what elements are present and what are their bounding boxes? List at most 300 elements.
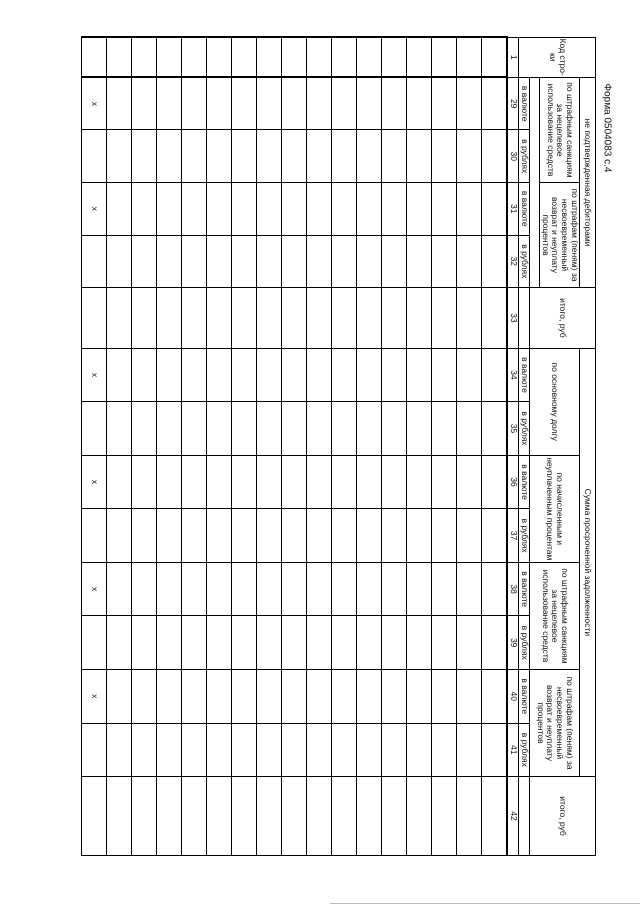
table-cell [182,37,207,77]
table-cell [132,235,157,288]
table-cell [132,348,157,402]
column-number: 38 [507,562,518,616]
table-cell [182,723,207,777]
table-cell [107,37,132,77]
table-cell [282,669,307,723]
table-row [157,37,182,856]
table-cell [332,288,357,349]
table-cell [232,669,257,723]
table-cell [257,130,282,183]
table-cell [282,777,307,856]
table-cell [282,288,307,349]
table-cell [307,77,332,130]
table-cell [107,669,132,723]
table-cell [157,235,182,288]
table-cell [307,402,332,456]
column-number: 1 [507,37,518,77]
table-cell [82,616,107,670]
table-cell [457,723,482,777]
table-row [432,37,457,856]
table-cell [157,509,182,563]
table-cell [282,37,307,77]
total-rub-header-33: итого, руб [529,288,595,349]
table-row [382,37,407,856]
debt-table [81,36,596,856]
table-cell [407,77,432,130]
column-number: 42 [507,777,518,856]
table-cell [207,777,232,856]
table-cell [357,455,382,509]
table-cell [407,562,432,616]
table-cell [257,777,282,856]
table-cell [282,723,307,777]
table-cell [432,509,457,563]
table-cell [107,402,132,456]
column-number: 37 [507,509,518,563]
table-cell [182,669,207,723]
table-cell [207,616,232,670]
table-cell [407,182,432,235]
table-cell [482,402,508,456]
table-cell [482,616,508,670]
table-cell [257,288,282,349]
x-mark-29: x [82,77,107,130]
table-cell [132,182,157,235]
table-cell [332,348,357,402]
table-cell [382,77,407,130]
table-row [82,37,107,856]
table-cell [257,616,282,670]
table-cell [382,777,407,856]
table-cell [457,562,482,616]
x-mark-34: x [82,348,107,402]
table-cell [357,509,382,563]
table-cell [457,402,482,456]
table-cell [207,288,232,349]
table-cell [207,669,232,723]
table-cell [457,777,482,856]
table-cell [432,455,457,509]
table-cell [182,777,207,856]
table-cell [382,562,407,616]
table-cell [382,723,407,777]
table-cell [207,348,232,402]
table-cell [132,402,157,456]
table-cell [407,723,432,777]
table-cell [482,455,508,509]
table-cell [232,616,257,670]
table-cell [432,562,457,616]
table-cell [332,77,357,130]
table-cell [482,182,508,235]
table-cell [307,288,332,349]
column-number: 36 [507,455,518,509]
header-spacer [529,77,539,287]
table-cell [307,235,332,288]
table-cell [382,288,407,349]
table-cell [382,509,407,563]
table-cell [232,723,257,777]
table-cell [132,77,157,130]
table-row [232,37,257,856]
table-cell [407,402,432,456]
table-cell [182,616,207,670]
table-cell [232,288,257,349]
table-cell [282,77,307,130]
table-cell [357,182,382,235]
table-cell [207,562,232,616]
table-cell [132,616,157,670]
table-cell [107,235,132,288]
table-cell [457,130,482,183]
table-cell [382,455,407,509]
table-row [182,37,207,856]
table-cell [407,37,432,77]
table-cell [182,348,207,402]
table-cell [357,130,382,183]
table-cell [482,777,508,856]
table-cell [482,348,508,402]
table-cell [282,455,307,509]
table-cell [107,509,132,563]
table-cell [157,182,182,235]
table-cell [107,616,132,670]
table-cell [207,455,232,509]
sub-header-cur-36: в валюте [518,455,529,509]
table-cell [182,562,207,616]
table-row [257,37,282,856]
code-header: Код стро- ки [518,37,595,77]
table-cell [382,130,407,183]
table-cell [357,348,382,402]
table-cell [482,130,508,183]
accrued-interest-header: по начисленным и неуплаченным процентам [529,455,579,562]
table-cell [82,509,107,563]
table-cell [457,77,482,130]
x-mark-31: x [82,182,107,235]
table-cell [107,77,132,130]
table-cell [132,562,157,616]
table-cell [357,402,382,456]
table-cell [457,616,482,670]
table-cell [157,37,182,77]
table-cell [207,235,232,288]
table-cell [282,235,307,288]
table-cell [182,509,207,563]
table-cell [157,77,182,130]
table-cell [332,37,357,77]
table-cell [182,455,207,509]
sub-header-rub-37: в рублях [518,509,529,563]
sub-header-cur-38: в валюте [518,562,529,616]
table-cell [157,455,182,509]
table-cell [107,723,132,777]
table-cell [457,348,482,402]
sub-header-empty-42 [518,777,529,856]
table-cell [382,402,407,456]
table-cell [307,777,332,856]
sub-header-cur-31: в валюте [518,182,529,235]
table-cell [282,402,307,456]
sub-header-rub-41: в рублях [518,723,529,777]
table-cell [232,348,257,402]
table-cell [482,37,508,77]
table-cell [407,235,432,288]
table-cell [157,777,182,856]
column-number: 32 [507,235,518,288]
table-cell [207,77,232,130]
x-mark-40: x [82,669,107,723]
table-cell [407,348,432,402]
table-cell [482,288,508,349]
table-cell [232,235,257,288]
table-cell [207,182,232,235]
table-cell [132,130,157,183]
table-cell [107,562,132,616]
table-row [332,37,357,856]
total-rub-header-42: итого, руб [529,777,595,856]
table-cell [407,288,432,349]
table-row [307,37,332,856]
sub-header-cur-29: в валюте [518,77,529,130]
table-cell [307,616,332,670]
table-cell [382,182,407,235]
table-cell [307,182,332,235]
table-cell [357,77,382,130]
table-cell [82,402,107,456]
table-cell [332,723,357,777]
table-cell [232,182,257,235]
table-cell [382,669,407,723]
overdue-group-header: Сумма просроченной задолженности [580,348,596,776]
table-cell [132,455,157,509]
table-cell [157,130,182,183]
table-cell [432,777,457,856]
table-cell [232,562,257,616]
table-cell [257,348,282,402]
table-cell [282,348,307,402]
table-cell [207,509,232,563]
table-cell [282,562,307,616]
table-cell [157,562,182,616]
table-cell [457,288,482,349]
table-cell [207,130,232,183]
table-cell [157,348,182,402]
table-cell [107,288,132,349]
overdue-penalty-misuse-header: по штрафным санкциям за нецелевое использование средств [529,562,579,669]
sub-header-cur-34: в валюте [518,348,529,402]
table-cell [332,669,357,723]
table-cell [357,777,382,856]
table-cell [257,77,282,130]
table-cell [357,616,382,670]
table-row [482,37,508,856]
table-cell [432,288,457,349]
table-cell [232,777,257,856]
table-cell [257,669,282,723]
table-row [457,37,482,856]
table-cell [232,130,257,183]
table-cell [432,130,457,183]
table-cell [257,37,282,77]
table-cell [282,616,307,670]
table-cell [407,616,432,670]
unconfirmed-group-header: не подтвержденная дебиторами [580,77,596,287]
table-cell [82,288,107,349]
x-mark-38: x [82,562,107,616]
table-cell [157,616,182,670]
table-cell [82,235,107,288]
table-cell [432,182,457,235]
table-row [282,37,307,856]
form-sheet [90,36,596,856]
table-cell [357,288,382,349]
table-cell [157,669,182,723]
table-cell [107,130,132,183]
table-cell [257,562,282,616]
table-cell [432,235,457,288]
table-cell [357,723,382,777]
table-cell [482,669,508,723]
table-cell [132,509,157,563]
table-cell [107,182,132,235]
table-cell [432,77,457,130]
table-row [357,37,382,856]
rotated-table-frame [90,36,596,856]
table-cell [232,37,257,77]
table-cell [232,509,257,563]
table-cell [182,235,207,288]
table-cell [332,235,357,288]
table-row [407,37,432,856]
table-cell [307,130,332,183]
table-cell [232,455,257,509]
table-cell [332,182,357,235]
column-number: 35 [507,402,518,456]
table-cell [232,77,257,130]
table-cell [207,723,232,777]
table-cell [307,509,332,563]
table-cell [457,455,482,509]
column-number: 33 [507,288,518,349]
table-cell [382,616,407,670]
table-cell [257,723,282,777]
table-cell [332,509,357,563]
table-cell [407,669,432,723]
penalty-late-header: по штрафам (пеням) за несвоевременный возврат и неуплату процентов [539,182,579,287]
table-cell [82,37,107,77]
table-cell [107,455,132,509]
scan-edge-line [330,903,640,904]
table-cell [432,37,457,77]
table-cell [157,402,182,456]
table-cell [157,288,182,349]
table-cell [257,402,282,456]
table-cell [407,509,432,563]
column-number: 41 [507,723,518,777]
table-cell [357,235,382,288]
table-cell [132,288,157,349]
table-row [132,37,157,856]
table-cell [257,509,282,563]
table-cell [332,616,357,670]
table-cell [432,723,457,777]
column-number: 39 [507,616,518,670]
table-cell [482,77,508,130]
table-cell [232,402,257,456]
table-cell [207,402,232,456]
table-cell [257,235,282,288]
table-cell [282,182,307,235]
table-cell [107,777,132,856]
table-cell [357,562,382,616]
table-cell [307,723,332,777]
column-number: 31 [507,182,518,235]
table-cell [132,37,157,77]
column-number: 34 [507,348,518,402]
sub-header-rub-32: в рублях [518,235,529,288]
table-cell [132,777,157,856]
table-cell [282,130,307,183]
table-cell [432,669,457,723]
table-cell [82,723,107,777]
sub-header-empty-33 [518,288,529,349]
table-cell [257,455,282,509]
table-cell [407,455,432,509]
table-cell [332,402,357,456]
table-cell [382,348,407,402]
table-cell [182,77,207,130]
table-cell [307,669,332,723]
table-row [207,37,232,856]
column-number: 29 [507,77,518,130]
principal-header: по основному долгу [529,348,579,455]
table-cell [157,723,182,777]
table-cell [482,509,508,563]
table-cell [482,723,508,777]
table-cell [457,235,482,288]
table-cell [132,669,157,723]
table-cell [282,509,307,563]
table-cell [382,37,407,77]
table-cell [432,616,457,670]
table-cell [182,402,207,456]
table-cell [182,182,207,235]
table-cell [407,130,432,183]
table-cell [332,130,357,183]
table-row [107,37,132,856]
table-cell [457,669,482,723]
table-cell [482,235,508,288]
table-cell [457,182,482,235]
table-cell [332,455,357,509]
table-cell [432,402,457,456]
table-cell [107,348,132,402]
table-cell [307,348,332,402]
table-cell [182,288,207,349]
table-cell [357,669,382,723]
table-cell [182,130,207,183]
table-cell [457,37,482,77]
table-cell [382,235,407,288]
x-mark-36: x [82,455,107,509]
column-number: 40 [507,669,518,723]
table-cell [332,777,357,856]
table-cell [457,509,482,563]
form-code-label: Форма 0504083 с.4 [601,83,613,173]
sub-header-rub-30: в рублях [518,130,529,183]
overdue-penalty-late-header: по штрафам (пеням) за несвоевременный возврат и неуплату процентов [529,669,579,776]
